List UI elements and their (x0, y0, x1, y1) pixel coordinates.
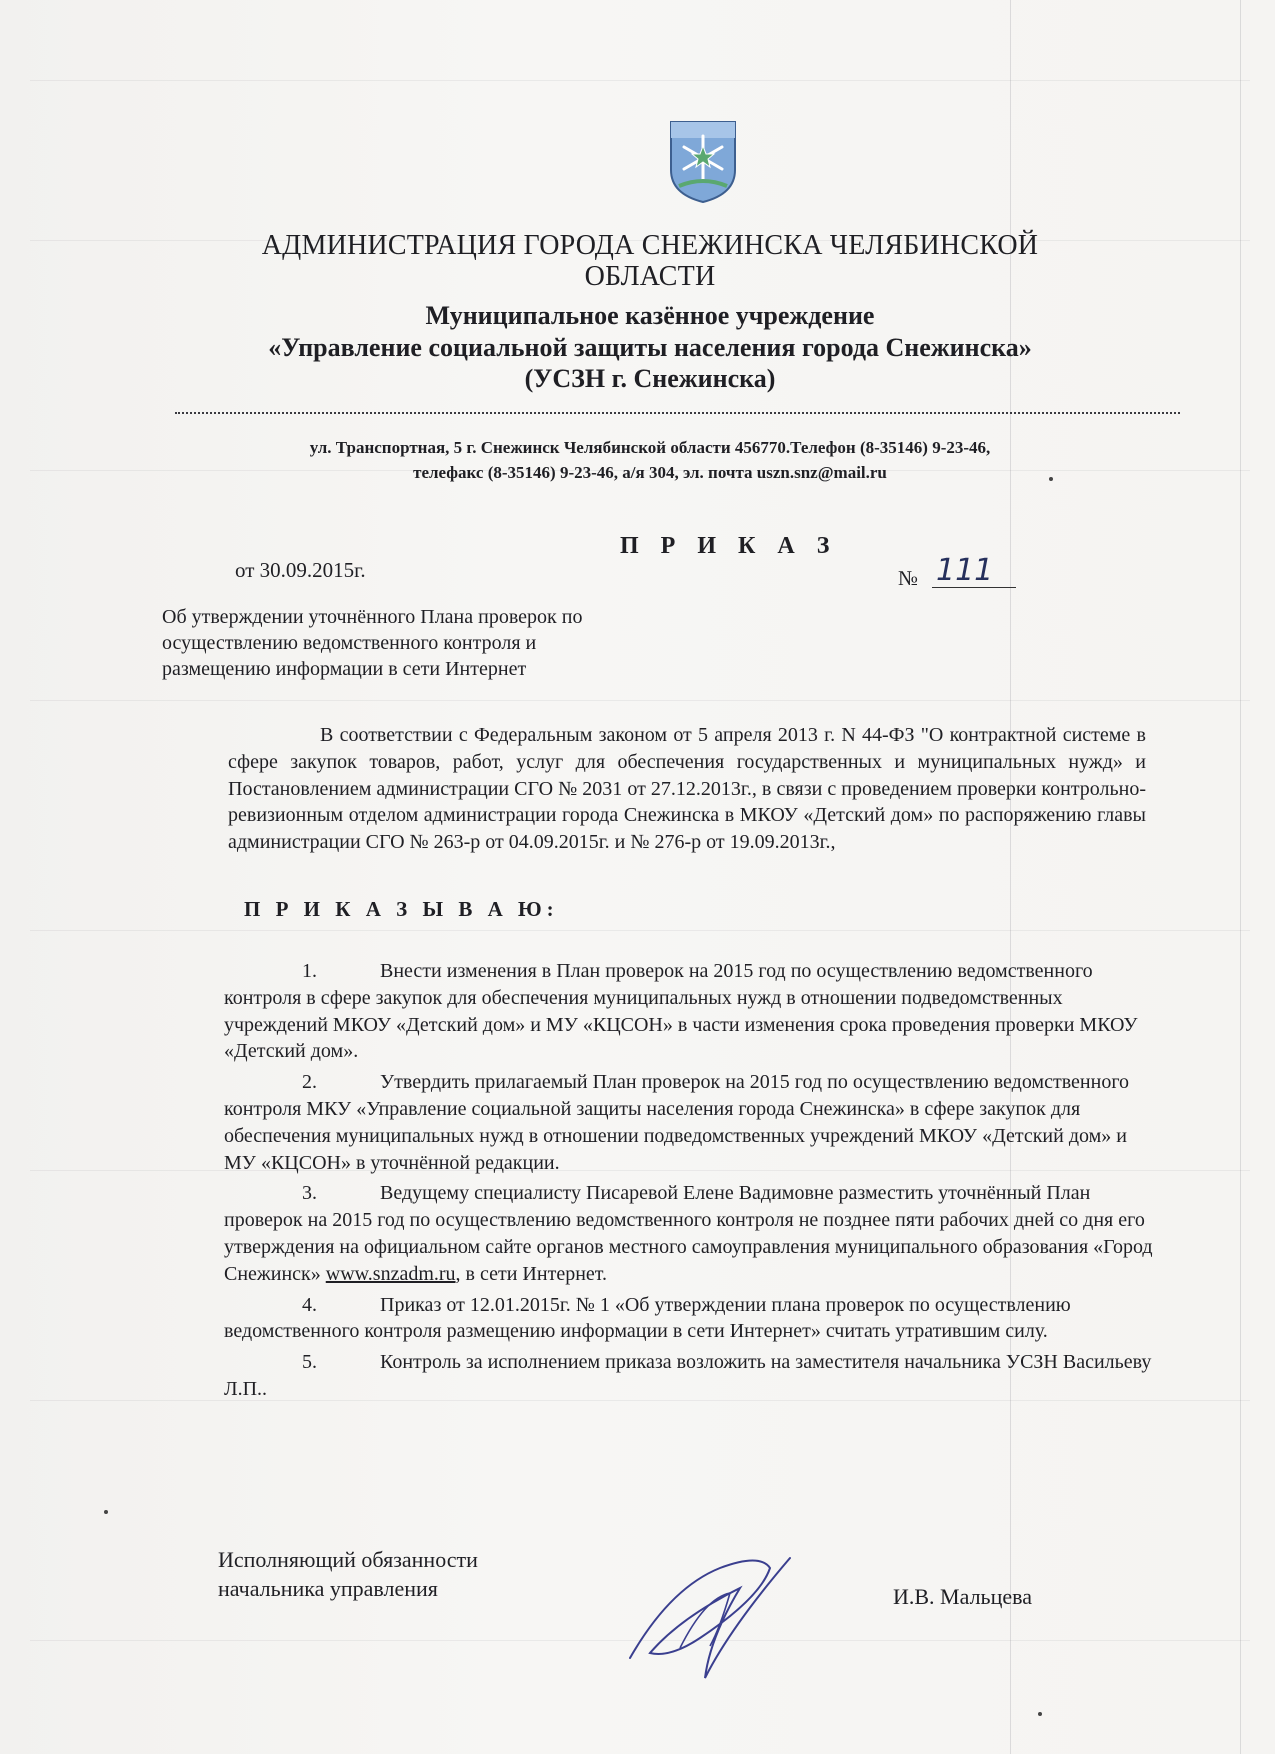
item-text: Внести изменения в План проверок на 2015 год по осуществлению ведомственного контроля в сфере закупок для обеспечения муниципальных нужд в отношении подведомственных учреждений МКОУ «Детский дом» и МУ «КЦСОН» в части изменения срока проведения проверки МКОУ «Детский дом». (224, 960, 1138, 1063)
handwritten-signature-icon (610, 1528, 810, 1698)
item-text-tail: , в сети Интернет. (455, 1262, 608, 1285)
list-item (224, 1349, 1154, 1403)
item-text: Утвердить прилагаемый План проверок на 2015 год по осуществлению ведомственного контроля МКУ «Управление социальной защиты населения города Снежинска» в сфере закупок для обеспечения муниципальных нужд в отношении подведомственных учреждений МКОУ «Детский дом» и МУ «КЦСОН» в уточнённой редакции. (224, 1071, 1130, 1174)
header-divider (175, 412, 1180, 414)
scan-artifact-line (30, 930, 1250, 931)
order-subject (162, 604, 682, 682)
preamble-paragraph: В соответствии с Федеральным законом от 5 апреля 2013 г. N 44-ФЗ "О контрактной системе в сфере закупок товаров, работ, услуг для обеспечения государственных и муниципальных нужд» и Постановлением администрации СГО № 2031 от 27.12.2013г., в связи с проведением проверки контрольно-ревизионным отделом администрации города Снежинска в МКОУ «Детский дом» по распоряжению главы администрации СГО № 263-р от 04.09.2015г. и № 276-р от 19.09.2013г., (228, 724, 1146, 854)
org-line-3: (УСЗН г. Снежинска) (524, 364, 776, 394)
item-text: Приказ от 12.01.2015г. № 1 «Об утверждении плана проверок по осуществлению ведомственного контроля размещению информации в сети Интернет» считать утратившим силу. (224, 1293, 1071, 1343)
scan-speck (104, 1510, 108, 1514)
admin-line-2: ОБЛАСТИ (584, 261, 716, 293)
item-number: 1. (302, 960, 317, 982)
admin-line-1: АДМИНИСТРАЦИЯ ГОРОДА СНЕЖИНСКА ЧЕЛЯБИНСКОЙ (261, 230, 1039, 261)
administration-heading (150, 230, 1150, 293)
scan-speck (1049, 477, 1053, 481)
position-line-2: начальника управления (218, 1575, 438, 1601)
city-coat-of-arms-icon (667, 118, 739, 204)
directive-heading: П Р И К А З Ы В А Ю: (244, 897, 559, 921)
position-line-1: Исполняющий обязанности (218, 1547, 478, 1572)
item-number: 3. (302, 1182, 317, 1205)
item-number: 2. (302, 1071, 317, 1094)
item-number: 4. (302, 1293, 317, 1316)
item-number: 5. (302, 1351, 317, 1374)
scan-artifact-line (30, 700, 1250, 701)
subject-line-1: Об утверждении уточнённого Плана проверок по (162, 606, 583, 628)
organization-heading (150, 300, 1150, 395)
subject-line-2: осуществлению ведомственного контроля и (162, 632, 537, 654)
address-line-2: телефакс (8-35146) 9-23-46, а/я 304, эл. почта uszn.snz@mail.ru (413, 463, 887, 482)
list-item (224, 1180, 1154, 1287)
list-item (224, 958, 1154, 1065)
org-line-1: Муниципальное казённое учреждение (425, 301, 875, 330)
website-link[interactable]: www.snzadm.ru (325, 1262, 456, 1285)
list-item (224, 1292, 1154, 1346)
order-number-handwritten: 111 (932, 554, 1016, 588)
scan-artifact-line (30, 80, 1250, 81)
org-line-2: «Управление социальной защиты населения города Снежинска» (268, 332, 1032, 362)
signatory-name: И.В. Мальцева (893, 1584, 1032, 1609)
address-line-1: ул. Транспортная, 5 г. Снежинск Челябинской области 456770.Телефон (8-35146) 9-23-46, (309, 438, 991, 457)
signatory-position (218, 1546, 478, 1603)
scan-fold-line (1240, 0, 1241, 1754)
order-date: от 30.09.2015г. (235, 558, 366, 582)
item-text: Контроль за исполнением приказа возложить на заместителя начальника УСЗН Васильеву Л.П.. (224, 1351, 1152, 1400)
subject-line-3: размещению информации в сети Интернет (162, 658, 527, 680)
order-items-list (224, 958, 1154, 1407)
order-title: П Р И К А З (620, 533, 838, 559)
order-number-sign: № (898, 566, 919, 590)
list-item (224, 1069, 1154, 1176)
item-text: Ведущему специалисту Писаревой Елене Вадимовне разместить уточнённый План проверок на 2015 год по осуществлению ведомственного контроля не позднее пяти рабочих дней со дня его утверждения на официальном сайте органов местного самоуправления муниципального образования «Город Снежинск» (224, 1182, 1153, 1285)
scan-speck (1038, 1712, 1042, 1716)
